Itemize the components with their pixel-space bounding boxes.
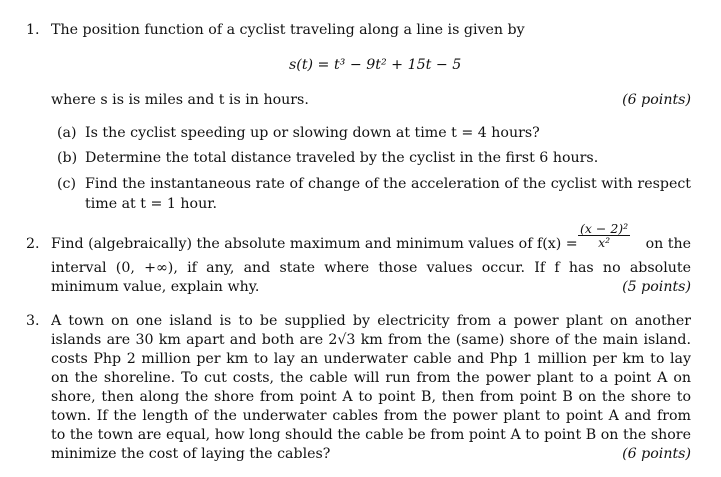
problem-3-points: (6 points) [622,446,691,462]
problem-3-line: town. If the length of the underwater cables from the power plant to point A and from [51,408,691,424]
problem-2-points: (5 points) [622,279,691,295]
problem-2-line-1: Find (algebraically) the absolute maximum and minimum values of f(x) = [51,236,578,252]
problem-3-line: islands are 30 km apart and both are 2√3 km from the (same) shore of the main island. [51,332,691,348]
part-c-label: (c) [57,176,77,192]
position-function-equation: s(t) = t³ − 9t² + 15t − 5 [289,57,462,73]
problem-3-line: to the town are equal, how long should the cable be from point A to point B on the shore [51,427,691,443]
part-c-line-1: Find the instantaneous rate of change of the acceleration of the cyclist with respect [85,176,691,192]
fraction-numerator: (x − 2)² [580,221,629,236]
problem-2-line-1-end: on the [645,236,691,252]
problem-3-line: shore, then along the shore from point A to point B, then from point B on the shore to [51,389,691,405]
problem-3-line: on the shoreline. To cut costs, the cable will run from the power plant to a point A on [51,370,691,386]
problem-3-number: 3. [26,313,40,329]
problem-1-points: (6 points) [622,92,691,108]
problem-2-number: 2. [26,236,40,252]
part-a-label: (a) [57,125,77,141]
problem-3-line: costs Php 2 million per km to lay an underwater cable and Php 1 million per km to lay [51,351,691,367]
problem-2-line-2: interval (0, +∞), if any, and state where those values occur. If f has no absolute [51,260,691,276]
problem-1-intro: The position function of a cyclist traveling along a line is given by [51,22,525,38]
part-c-line-2: time at t = 1 hour. [85,196,217,212]
problem-1-number: 1. [26,22,40,38]
problem-3-line: A town on one island is to be supplied by electricity from a power plant on another [51,313,691,329]
problem-1-where: where s is is miles and t is in hours. [51,92,309,108]
part-b-text: Determine the total distance traveled by the cyclist in the first 6 hours. [85,150,599,166]
part-a-text: Is the cyclist speeding up or slowing down at time t = 4 hours? [85,125,540,141]
problem-2-line-3: minimum value, explain why. [51,279,260,295]
part-b-label: (b) [57,150,78,166]
fraction [578,222,630,249]
problem-3-line: minimize the cost of laying the cables? [51,446,331,462]
fraction-denominator: x² [598,235,611,250]
